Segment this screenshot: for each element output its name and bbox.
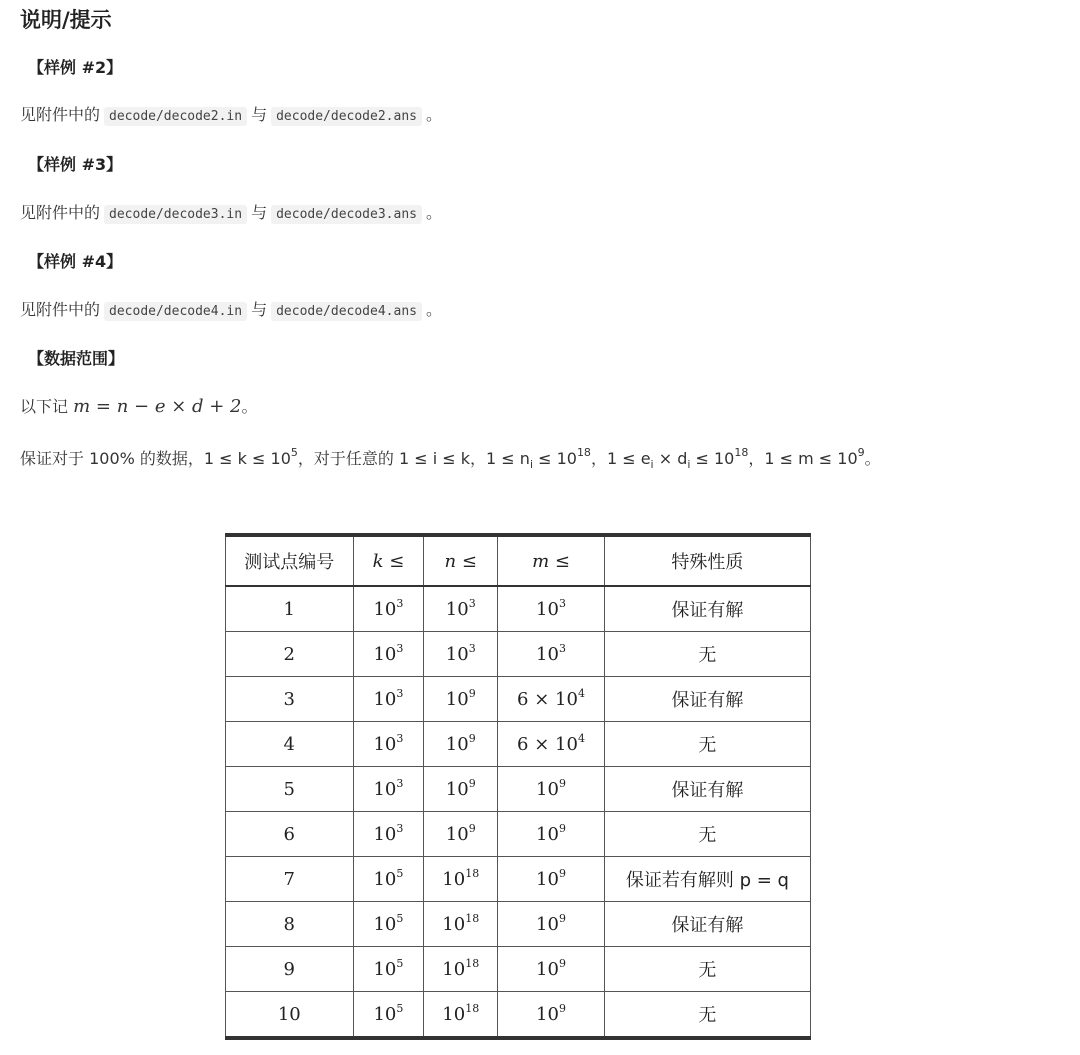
cell-n: $10^{18}$	[424, 992, 498, 1039]
table-row	[226, 947, 811, 992]
sample-4-heading: 【样例 #4】	[28, 252, 123, 271]
cell-special-property: 无	[604, 947, 810, 992]
cell-k: $10^5$	[353, 902, 424, 947]
cell-n: $10^9$	[424, 677, 498, 722]
cell-m: $6 \times 10^4$	[498, 722, 605, 767]
cell-k: $10^3$	[353, 722, 424, 767]
cell-m: $10^9$	[498, 947, 605, 992]
cell-special-property: 保证有解	[604, 767, 810, 812]
cell-m: $10^3$	[498, 586, 605, 632]
cell-test-id: 10	[226, 992, 354, 1039]
cell-n: $10^9$	[424, 812, 498, 857]
sample-3-text: 见附件中的 decode/decode3.in 与 decode/decode3.ans 。	[20, 203, 442, 222]
cell-test-id: 9	[226, 947, 354, 992]
data-range-definition: 以下记 m = n − e × d + 2。	[20, 396, 258, 417]
cell-n: $10^{18}$	[424, 857, 498, 902]
table-row	[226, 632, 811, 677]
cell-special-property: 无	[604, 722, 810, 767]
page-title: 说明/提示	[20, 8, 112, 32]
cell-test-id: 6	[226, 812, 354, 857]
cell-n: $10^{18}$	[424, 947, 498, 992]
header-test-id: 测试点编号	[226, 535, 354, 586]
cell-n: $10^3$	[424, 586, 498, 632]
sample-2-input-file: decode/decode2.in	[104, 107, 247, 126]
cell-k: $10^3$	[353, 677, 424, 722]
data-range-constraints: 保证对于 100% 的数据，$1 \le k \le 10^5$，对于任意的 1 ≤ i ≤ k，$1 \le n_i \le 10^{18}$，$1 \le e_i \times d_i \le 10^{18}$，$1 \le m \le 10^9$。	[20, 446, 881, 471]
cell-k: $10^3$	[353, 586, 424, 632]
table-row	[226, 902, 811, 947]
sample-3-answer-file: decode/decode3.ans	[271, 205, 422, 224]
cell-test-id: 4	[226, 722, 354, 767]
header-k: k ≤	[353, 535, 424, 586]
cell-test-id: 1	[226, 586, 354, 632]
table-row	[226, 722, 811, 767]
table-row	[226, 767, 811, 812]
m-definition-math: m = n − e × d + 2	[73, 396, 242, 417]
cell-m: $10^9$	[498, 992, 605, 1039]
sample-4-input-file: decode/decode4.in	[104, 302, 247, 321]
cell-special-property: 无	[604, 632, 810, 677]
cell-k: $10^3$	[353, 632, 424, 677]
cell-special-property: 保证有解	[604, 902, 810, 947]
cell-test-id: 3	[226, 677, 354, 722]
cell-k: $10^3$	[353, 812, 424, 857]
header-n: n ≤	[424, 535, 498, 586]
subtask-table	[225, 533, 811, 1040]
cell-m: $10^9$	[498, 902, 605, 947]
table-row	[226, 857, 811, 902]
header-special-property: 特殊性质	[604, 535, 810, 586]
header-m: m ≤	[498, 535, 605, 586]
cell-special-property: 保证若有解则 p = q	[604, 857, 810, 902]
cell-test-id: 2	[226, 632, 354, 677]
cell-m: $10^9$	[498, 857, 605, 902]
cell-special-property: 保证有解	[604, 677, 810, 722]
cell-n: $10^{18}$	[424, 902, 498, 947]
cell-n: $10^9$	[424, 767, 498, 812]
cell-m: $10^9$	[498, 812, 605, 857]
sample-2-answer-file: decode/decode2.ans	[271, 107, 422, 126]
sample-3-heading: 【样例 #3】	[28, 155, 123, 174]
sample-2-heading: 【样例 #2】	[28, 58, 123, 77]
cell-k: $10^3$	[353, 767, 424, 812]
cell-m: $6 \times 10^4$	[498, 677, 605, 722]
sample-4-answer-file: decode/decode4.ans	[271, 302, 422, 321]
table-row	[226, 586, 811, 632]
cell-special-property: 无	[604, 812, 810, 857]
sample-3-input-file: decode/decode3.in	[104, 205, 247, 224]
cell-test-id: 5	[226, 767, 354, 812]
cell-n: $10^9$	[424, 722, 498, 767]
cell-m: $10^9$	[498, 767, 605, 812]
sample-2-text: 见附件中的 decode/decode2.in 与 decode/decode2.ans 。	[20, 105, 442, 124]
sample-4-text: 见附件中的 decode/decode4.in 与 decode/decode4.ans 。	[20, 300, 442, 319]
cell-k: $10^5$	[353, 947, 424, 992]
cell-k: $10^5$	[353, 992, 424, 1039]
cell-m: $10^3$	[498, 632, 605, 677]
table-row	[226, 812, 811, 857]
cell-special-property: 无	[604, 992, 810, 1039]
table-row	[226, 992, 811, 1039]
cell-k: $10^5$	[353, 857, 424, 902]
table-header-row	[226, 535, 811, 586]
cell-special-property: 保证有解	[604, 586, 810, 632]
data-range-heading: 【数据范围】	[28, 349, 125, 368]
cell-test-id: 8	[226, 902, 354, 947]
cell-n: $10^3$	[424, 632, 498, 677]
cell-test-id: 7	[226, 857, 354, 902]
table-row	[226, 677, 811, 722]
